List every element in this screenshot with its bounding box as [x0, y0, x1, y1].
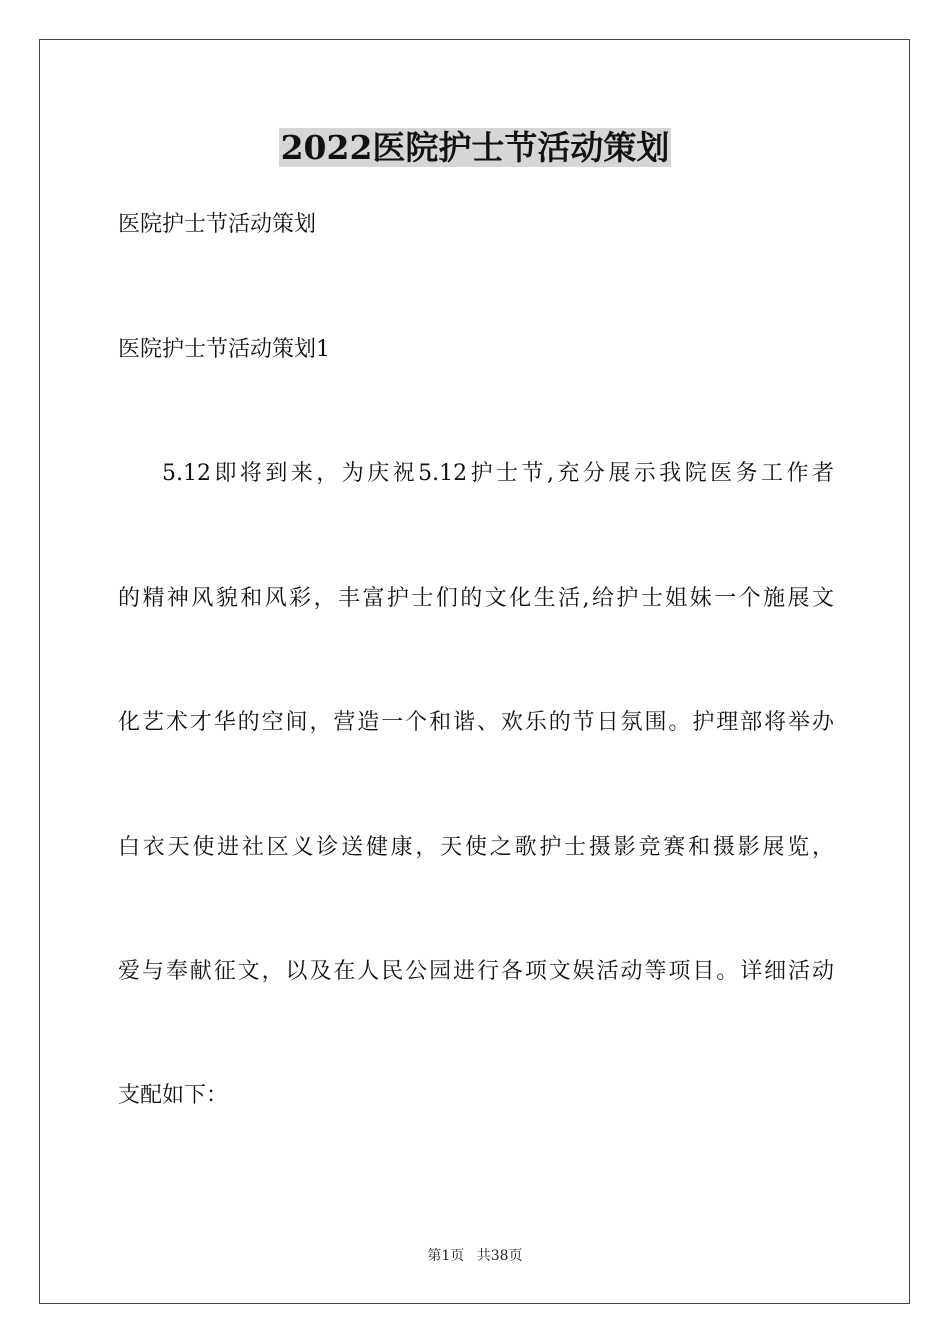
paragraph-line-6: 支配如下： [118, 1083, 229, 1108]
section-heading: 医院护士节活动策划1 [118, 337, 330, 362]
paragraph-line-1: 5.12即将到来，为庆祝5.12护士节,充分展示我院医务工作者 [162, 461, 834, 486]
document-subtitle: 医院护士节活动策划 [118, 212, 317, 237]
paragraph-line-3: 化艺术才华的空间，营造一个和谐、欢乐的节日氛围。护理部将举办 [118, 710, 834, 735]
paragraph-line-2: 的精神风貌和风彩，丰富护士们的文化生活,给护士姐妹一个施展文 [118, 586, 834, 611]
document-title-text: 2022医院护士节活动策划 [280, 128, 670, 167]
document-title [0, 126, 950, 170]
page-footer [0, 1247, 950, 1265]
paragraph-line-4: 白衣天使进社区义诊送健康，天使之歌护士摄影竞赛和摄影展览， [118, 835, 834, 860]
page-number: 第1页 [427, 1248, 465, 1264]
page-total: 共38页 [476, 1248, 523, 1264]
paragraph-line-5: 爱与奉献征文，以及在人民公园进行各项文娱活动等项目。详细活动 [118, 959, 834, 984]
